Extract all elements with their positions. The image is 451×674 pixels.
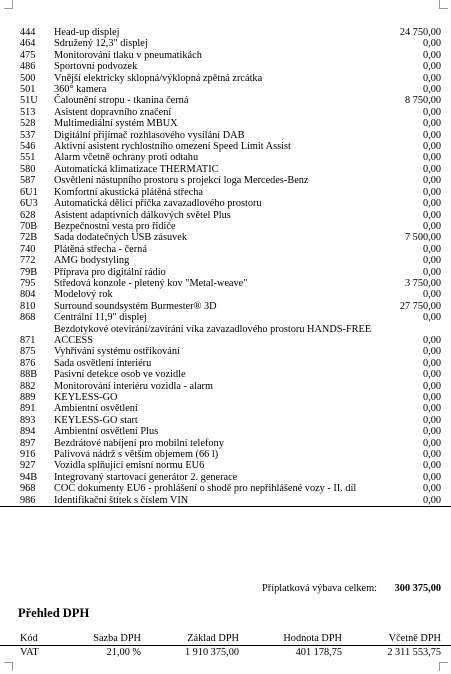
equipment-description: Středová konzole - pletený kov "Metal-weave" (54, 277, 248, 289)
equipment-row (0, 84, 451, 95)
equipment-price: 8 750,00 (404, 95, 441, 107)
equipment-row (0, 483, 451, 494)
equipment-price: 0,00 (422, 312, 441, 324)
equipment-description: COC dokumenty EU6 - prohlášení o shodě pro nepřihlášené vozy - II. díl (54, 483, 357, 495)
equipment-price: 0,00 (422, 414, 441, 426)
equipment-row (0, 95, 451, 106)
equipment-row (0, 164, 451, 175)
equipment-price: 0,00 (422, 380, 441, 392)
equipment-code: 551 (20, 152, 36, 164)
vat-header-row (0, 632, 451, 646)
equipment-description: Surround soundsystém Burmester® 3D (54, 300, 217, 312)
equipment-row (0, 73, 451, 84)
equipment-description: Sportovní podvozek (54, 61, 138, 73)
equipment-code: 513 (20, 106, 36, 118)
equipment-description: Pasivní detekce osob ve vozidle (54, 369, 186, 381)
equipment-price: 0,00 (422, 449, 441, 461)
equipment-code: 580 (20, 163, 36, 175)
vat-header-base: Základ DPH (187, 633, 239, 644)
equipment-description: Monitorování tlaku v pneumatikách (54, 49, 202, 61)
page-corner-mark (439, 662, 448, 671)
equipment-code: 475 (20, 49, 36, 61)
equipment-price: 0,00 (422, 289, 441, 301)
equipment-price: 0,00 (422, 403, 441, 415)
equipment-row (0, 495, 451, 507)
vat-row (0, 646, 451, 659)
equipment-total (0, 582, 451, 596)
equipment-row (0, 175, 451, 186)
equipment-row (0, 267, 451, 278)
equipment-price: 0,00 (422, 38, 441, 50)
equipment-description: Automatická dělicí příčka zavazadlového prostoru (54, 198, 262, 210)
equipment-description: Plátěná střecha - černá (54, 243, 147, 255)
equipment-description: Vyhřívání systému ostřikování (54, 346, 180, 358)
equipment-description: Asistent dopravního značení (54, 106, 172, 118)
equipment-description: Sada osvětlení interiéru (54, 357, 152, 369)
equipment-price: 0,00 (422, 346, 441, 358)
vat-amount: 401 178,75 (295, 647, 342, 658)
equipment-row (0, 50, 451, 61)
equipment-description: 360° kamera (54, 84, 107, 96)
equipment-code: 894 (20, 426, 36, 438)
equipment-code: 740 (20, 243, 36, 255)
equipment-row (0, 118, 451, 129)
equipment-row (0, 152, 451, 163)
equipment-row (0, 449, 451, 460)
equipment-row (0, 38, 451, 49)
equipment-code: 893 (20, 414, 36, 426)
equipment-row (0, 438, 451, 449)
equipment-code: 464 (20, 38, 36, 50)
equipment-description: Příprava pro digitální rádio (54, 266, 166, 278)
equipment-code: 500 (20, 72, 36, 84)
equipment-code: 889 (20, 392, 36, 403)
equipment-description: Head-up displej (54, 27, 120, 38)
total-label: Příplatková výbava celkem: (262, 583, 377, 594)
equipment-row (0, 369, 451, 380)
equipment-price: 0,00 (422, 49, 441, 61)
equipment-description: Ambientní osvětlení (54, 403, 138, 415)
vat-including: 2 311 553,75 (387, 647, 441, 658)
equipment-price: 0,00 (422, 334, 441, 346)
equipment-price: 0,00 (422, 152, 441, 164)
equipment-row (0, 232, 451, 243)
equipment-code: 916 (20, 449, 36, 461)
equipment-code: 897 (20, 437, 36, 449)
equipment-price: 0,00 (422, 118, 441, 130)
equipment-row (0, 221, 451, 232)
page-corner-mark (4, 0, 13, 9)
equipment-price: 0,00 (422, 129, 441, 141)
equipment-description: Digitální přijímač rozhlasového vysílání DAB (54, 129, 245, 141)
equipment-description: Alarm včetně ochrany proti odtahu (54, 152, 199, 164)
equipment-row (0, 130, 451, 141)
equipment-description: Palivová nádrž s větším objemem (66 l) (54, 449, 219, 461)
equipment-price: 0,00 (422, 494, 441, 506)
equipment-price: 0,00 (422, 357, 441, 369)
equipment-description: Bezpečnostní vesta pro řidiče (54, 220, 176, 232)
equipment-code: 986 (20, 494, 36, 506)
equipment-row (0, 301, 451, 312)
equipment-price: 0,00 (422, 72, 441, 84)
equipment-code: 628 (20, 209, 36, 221)
equipment-price: 0,00 (422, 175, 441, 187)
equipment-price: 0,00 (422, 392, 441, 403)
equipment-code: 51U (20, 95, 38, 107)
equipment-description: Osvětlení nástupního prostoru s projekcí loga Mercedes-Benz (54, 175, 309, 187)
equipment-row (0, 415, 451, 426)
equipment-price: 0,00 (422, 209, 441, 221)
equipment-price: 7 500,00 (404, 232, 441, 244)
equipment-code: 587 (20, 175, 36, 187)
equipment-description: Ambientní osvětlení Plus (54, 426, 159, 438)
equipment-description: Bezdrátové nabíjení pro mobilní telefony (54, 437, 224, 449)
equipment-code: 6U3 (20, 198, 38, 210)
vat-header-code: Kód (20, 633, 38, 644)
equipment-price: 0,00 (422, 61, 441, 73)
equipment-price: 0,00 (422, 84, 441, 96)
equipment-code: 871 (20, 334, 36, 346)
equipment-code: 6U1 (20, 186, 38, 198)
equipment-description: Integrovaný startovací generátor 2. generace (54, 471, 238, 483)
equipment-price: 0,00 (422, 437, 441, 449)
equipment-description: Centrální 11,9" displej (54, 312, 147, 324)
equipment-price: 0,00 (422, 186, 441, 198)
equipment-price: 0,00 (422, 243, 441, 255)
equipment-price: 27 750,00 (399, 300, 441, 312)
equipment-price: 0,00 (422, 255, 441, 267)
equipment-price: 0,00 (422, 426, 441, 438)
equipment-description: Asistent adaptivních dálkových světel Plus (54, 209, 231, 221)
equipment-price: 0,00 (422, 369, 441, 381)
equipment-code: 876 (20, 357, 36, 369)
vat-header-total: Včetně DPH (388, 633, 441, 644)
equipment-row (0, 403, 451, 414)
equipment-row (0, 392, 451, 403)
equipment-code: 868 (20, 312, 36, 324)
equipment-code: 444 (20, 27, 36, 38)
equipment-description: KEYLESS-GO (54, 392, 118, 403)
equipment-row (0, 312, 451, 323)
equipment-description: Vozidla splňující emisní normu EU6 (54, 460, 205, 472)
equipment-code: 882 (20, 380, 36, 392)
equipment-row (0, 198, 451, 209)
equipment-price: 0,00 (422, 106, 441, 118)
equipment-description: Bezdotykové otevírání/zavírání víka zavazadlového prostoru HANDS-FREE ACCESS (54, 323, 372, 346)
vat-rate: 21,00 % (106, 647, 141, 658)
equipment-row (0, 210, 451, 221)
vat-header-rate: Sazba DPH (93, 633, 141, 644)
equipment-row (0, 244, 451, 255)
vat-overview-title: Přehled DPH (18, 606, 90, 620)
equipment-code: 546 (20, 141, 36, 153)
equipment-code: 875 (20, 346, 36, 358)
equipment-price: 0,00 (422, 163, 441, 175)
equipment-price: 0,00 (422, 198, 441, 210)
page-corner-mark (4, 662, 13, 671)
equipment-row (0, 27, 451, 38)
equipment-code: 94B (20, 471, 38, 483)
equipment-row (0, 255, 451, 266)
equipment-price: 0,00 (422, 483, 441, 495)
equipment-code: 88B (20, 369, 38, 381)
equipment-price: 0,00 (422, 460, 441, 472)
equipment-row (0, 346, 451, 357)
equipment-description: KEYLESS-GO start (54, 414, 138, 426)
equipment-description: Modelový rok (54, 289, 113, 301)
vat-table (0, 632, 451, 659)
equipment-row (0, 358, 451, 369)
page-corner-mark (439, 0, 448, 9)
vat-header-amount: Hodnota DPH (283, 633, 342, 644)
equipment-price: 0,00 (422, 141, 441, 153)
equipment-code: 528 (20, 118, 36, 130)
equipment-row (0, 107, 451, 118)
equipment-row (0, 61, 451, 72)
equipment-code: 772 (20, 255, 36, 267)
equipment-code: 927 (20, 460, 36, 472)
equipment-row (0, 289, 451, 300)
equipment-description: Komfortní akustická plátěná střecha (54, 186, 203, 198)
equipment-list (0, 27, 451, 507)
equipment-description: Vnější elektricky sklopná/výklopná zpětná zrcátka (54, 72, 263, 84)
equipment-row (0, 141, 451, 152)
equipment-code: 795 (20, 277, 36, 289)
equipment-row (0, 472, 451, 483)
equipment-code: 804 (20, 289, 36, 301)
equipment-price: 3 750,00 (404, 277, 441, 289)
equipment-code: 486 (20, 61, 36, 73)
equipment-row (0, 187, 451, 198)
vat-base: 1 910 375,00 (184, 647, 239, 658)
equipment-description: Multimediální systém MBUX (54, 118, 178, 130)
equipment-description: AMG bodystyling (54, 255, 130, 267)
equipment-price: 24 750,00 (399, 27, 441, 38)
total-value: 300 375,00 (394, 583, 441, 594)
equipment-code: 968 (20, 483, 36, 495)
equipment-row (0, 278, 451, 289)
equipment-code: 70B (20, 220, 38, 232)
equipment-code: 537 (20, 129, 36, 141)
equipment-code: 501 (20, 84, 36, 96)
equipment-code: 79B (20, 266, 38, 278)
equipment-row (0, 324, 451, 347)
equipment-code: 810 (20, 300, 36, 312)
vat-code: VAT (20, 647, 39, 658)
equipment-description: Čalounění stropu - tkanina černá (54, 95, 189, 107)
equipment-code: 72B (20, 232, 38, 244)
equipment-description: Sdružený 12,3" displej (54, 38, 148, 50)
equipment-description: Aktivní asistent rychlostního omezení Speed Limit Assist (54, 141, 291, 153)
equipment-description: Monitorování interiéru vozidla - alarm (54, 380, 213, 392)
equipment-description: Identifikační štítek s číslem VIN (54, 494, 189, 506)
equipment-row (0, 460, 451, 471)
equipment-price: 0,00 (422, 266, 441, 278)
equipment-description: Automatická klimatizace THERMATIC (54, 163, 219, 175)
equipment-price: 0,00 (422, 471, 441, 483)
equipment-row (0, 381, 451, 392)
equipment-code: 891 (20, 403, 36, 415)
equipment-row (0, 426, 451, 437)
equipment-price: 0,00 (422, 220, 441, 232)
equipment-description: Sada dodatečných USB zásuvek (54, 232, 187, 244)
